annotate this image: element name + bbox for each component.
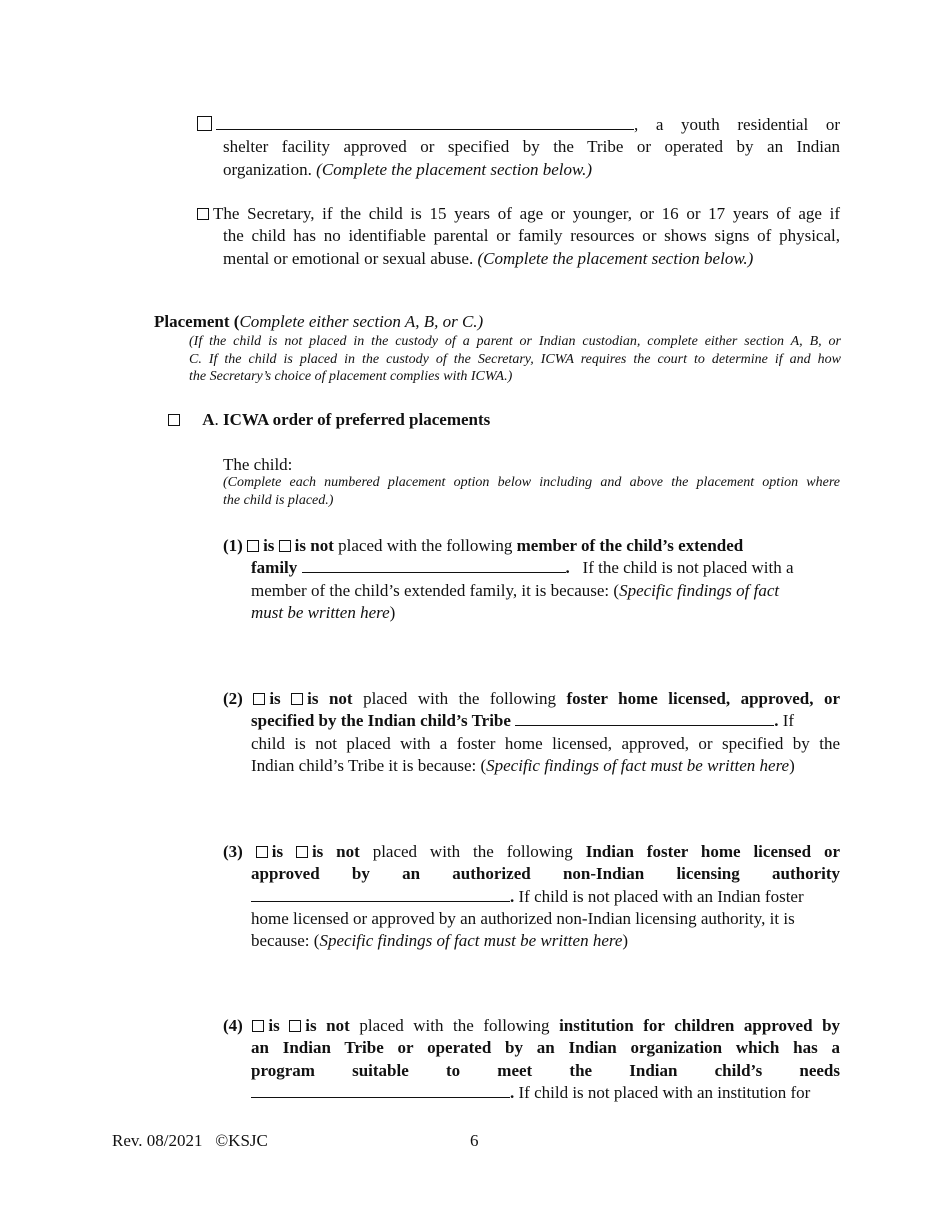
option-3-line-3: . If child is not placed with an Indian foster [223,886,840,908]
facility-checkbox[interactable] [197,116,212,131]
secretary-line-1: The Secretary, if the child is 15 years of age or younger, or 16 or 17 years of age if [197,203,840,225]
facility-line-1: , a youth residential or [197,114,840,136]
option-2-line-2: specified by the Indian child’s Tribe . If [251,711,795,731]
footer-copyright: ©KSJC [215,1131,268,1150]
option-4-line-4: . If child is not placed with an institution for [223,1082,840,1104]
option-4-blank[interactable] [251,1083,510,1098]
option-2-line-1: (2) is is not placed with the following foster home licensed, approved, or [223,689,841,708]
section-a-title: ICWA order of preferred placements [223,410,491,429]
page-number: 6 [470,1131,479,1150]
option-2-line-3: child is not placed with a foster home licensed, approved, or specified by the [251,733,840,753]
option-4 [223,1015,840,1104]
option-3-is-not-checkbox[interactable] [296,846,308,858]
option-2-is-not-checkbox[interactable] [291,693,303,705]
option-1-line-2: family . If the child is not placed with a [251,558,794,578]
option-3-is-checkbox[interactable] [256,846,268,858]
option-1-blank[interactable] [302,558,566,573]
option-2-is-checkbox[interactable] [253,693,265,705]
section-a-note: (Complete each numbered placement option below including and above the placement option where the child is placed.) [223,475,840,508]
placement-heading: Placement (Complete either section A, B, or C.) [154,312,484,331]
option-4-line-2: an Indian Tribe or operated by an Indian organization which has a [251,1038,840,1058]
option-2-line-4: Indian child’s Tribe it is because: (Specific findings of fact must be written here) [251,755,795,775]
secretary-instruction: (Complete the placement section below.) [477,248,754,268]
facility-line-2: shelter facility approved or specified by the Tribe or operated by an Indian [223,137,840,157]
secretary-option [197,203,840,270]
option-4-line-3: program suitable to meet the Indian child’s needs [251,1060,840,1080]
option-1-is-not-checkbox[interactable] [279,540,291,552]
facility-instruction: (Complete the placement section below.) [316,159,593,179]
option-3-line-2: approved by an authorized non-Indian licensing authority [251,864,840,884]
option-3 [223,841,840,952]
facility-line-3: organization. (Complete the placement section below.) [223,159,593,179]
footer-revision: Rev. 08/2021 ©KSJC [112,1131,268,1150]
facility-option [197,114,840,181]
secretary-line-3: mental or emotional or sexual abuse. (Complete the placement section below.) [223,248,754,268]
option-3-line-4: home licensed or approved by an authorized non-Indian licensing authority, it is [251,908,795,928]
secretary-line-2: the child has no identifiable parental or family resources or shows signs of physical, [223,226,840,246]
option-3-blank[interactable] [251,887,510,902]
option-2 [223,688,840,777]
option-4-is-checkbox[interactable] [252,1020,264,1032]
placement-note: (If the child is not placed in the custody of a parent or Indian custodian, complete either section A, B, or C. If the child is placed in the custody of the Secretary, ICWA requires the court to determine if and how the Secretary’s choice of placement complies with ICWA.) [189,334,841,384]
the-child-label: The child: [223,455,293,474]
option-1-line-3: member of the child’s extended family, it is because: (Specific findings of fact [251,580,780,600]
section-a-heading: A. ICWA order of preferred placements [168,409,490,431]
secretary-checkbox[interactable] [197,208,209,220]
option-1-is-checkbox[interactable] [247,540,259,552]
option-2-blank[interactable] [515,711,774,726]
option-1 [223,535,840,624]
facility-name-blank[interactable] [216,115,634,130]
option-4-is-not-checkbox[interactable] [289,1020,301,1032]
option-3-line-1: (3) is is not placed with the following Indian foster home licensed or [223,842,840,861]
option-3-line-5: because: (Specific findings of fact must be written here) [251,931,629,951]
option-1-line-1: (1) is is not placed with the following member of the child’s extended [223,536,744,555]
option-1-line-4: must be written here) [251,602,396,622]
section-a-checkbox[interactable] [168,414,180,426]
option-4-line-1: (4) is is not placed with the following institution for children approved by [223,1016,841,1035]
